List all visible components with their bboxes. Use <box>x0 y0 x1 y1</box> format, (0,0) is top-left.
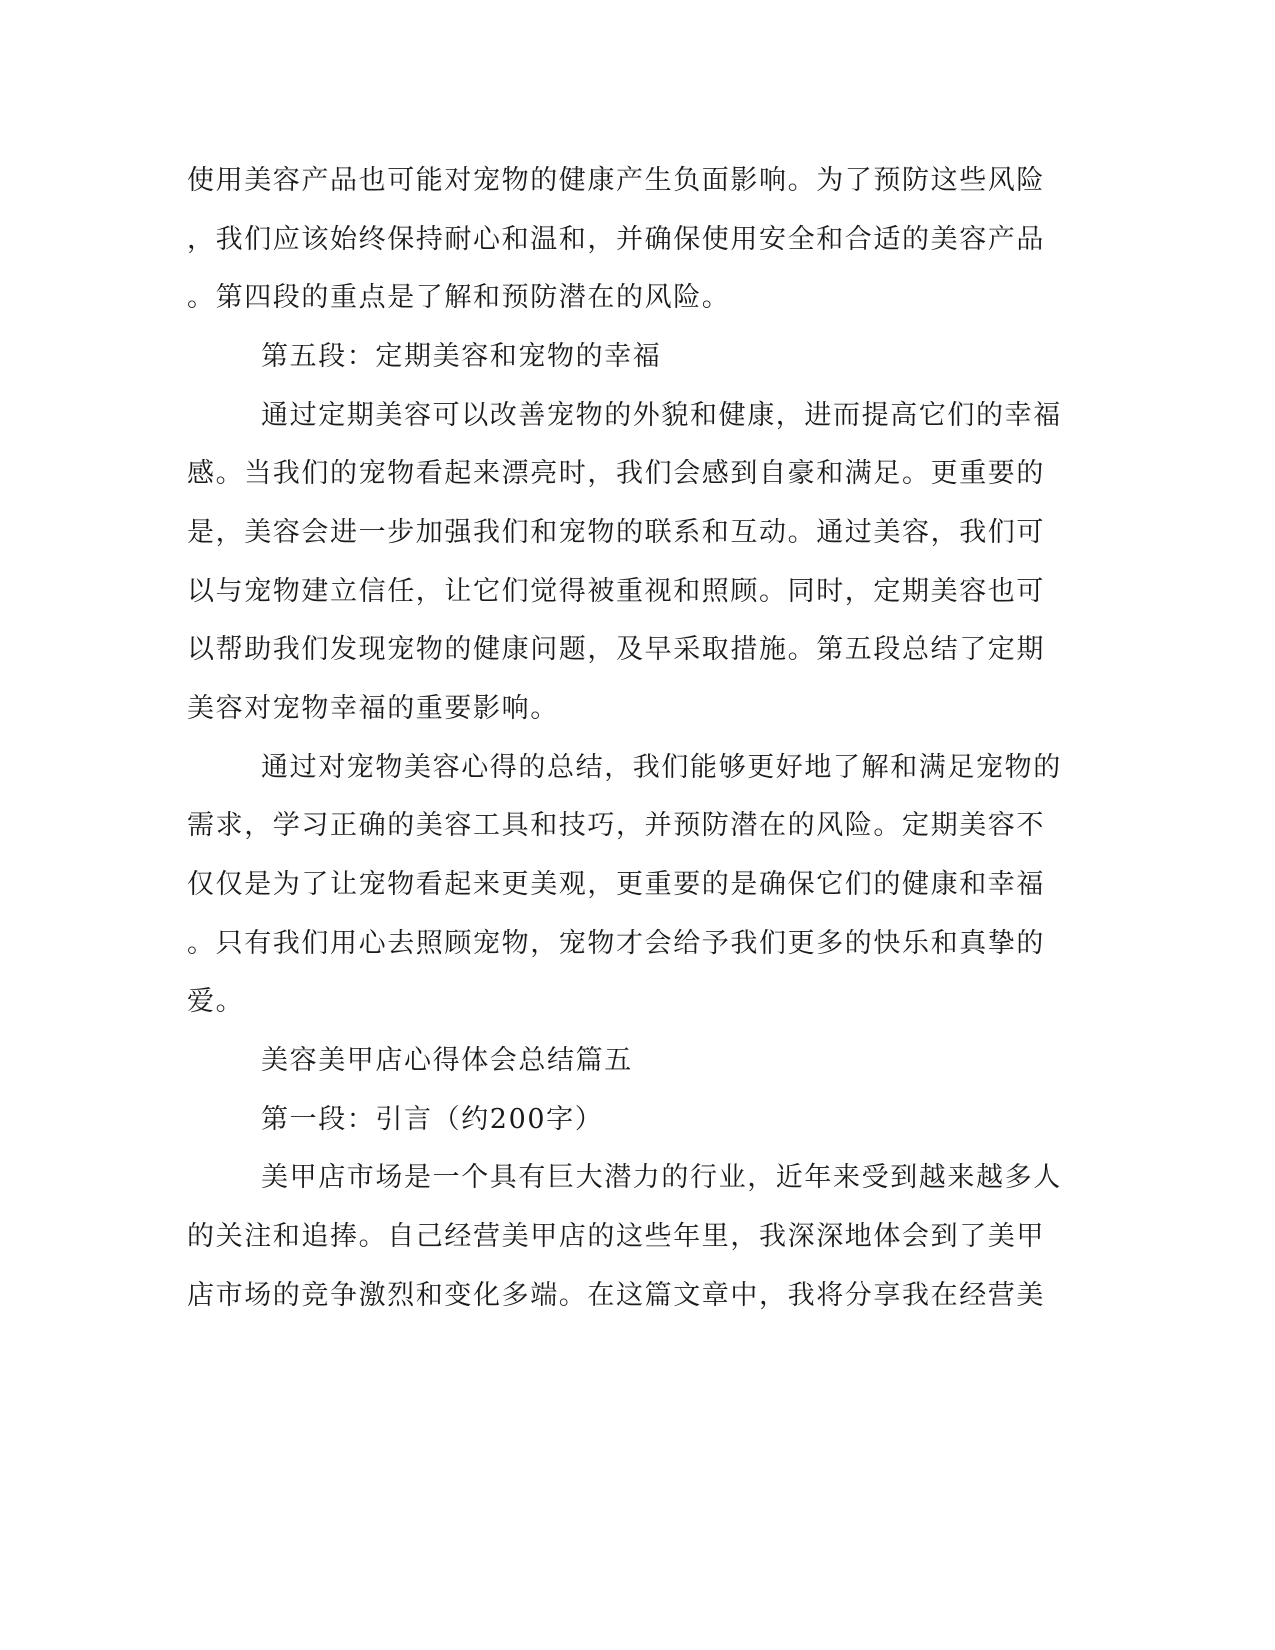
paragraph-5-line-1: 通过定期美容可以改善宠物的外貌和健康，进而提高它们的幸福 <box>261 400 1062 431</box>
paragraph-5-line-3: 是，美容会进一步加强我们和宠物的联系和互动。通过美容，我们可 <box>187 517 1045 548</box>
conclusion-line-1: 通过对宠物美容心得的总结，我们能够更好地了解和满足宠物的 <box>261 752 1062 783</box>
conclusion-line-2: 需求，学习正确的美容工具和技巧，并预防潜在的风险。定期美容不 <box>187 810 1045 841</box>
section-1-heading: 第一段：引言（约200字） <box>261 1104 604 1135</box>
article-title: 美容美甲店心得体会总结篇五 <box>261 1045 633 1076</box>
paragraph-5-line-4: 以与宠物建立信任，让它们觉得被重视和照顾。同时，定期美容也可 <box>187 576 1045 607</box>
paragraph-5-line-2: 感。当我们的宠物看起来漂亮时，我们会感到自豪和满足。更重要的 <box>187 458 1045 489</box>
intro-line-2: 的关注和追捧。自己经营美甲店的这些年里，我深深地体会到了美甲 <box>187 1221 1045 1252</box>
paragraph-4-line-2: ，我们应该始终保持耐心和温和，并确保使用安全和合适的美容产品 <box>187 224 1045 255</box>
conclusion-line-5: 爱。 <box>187 986 245 1017</box>
paragraph-4-line-1: 使用美容产品也可能对宠物的健康产生负面影响。为了预防这些风险 <box>187 165 1045 196</box>
paragraph-5-line-6: 美容对宠物幸福的重要影响。 <box>187 693 559 724</box>
conclusion-line-4: 。只有我们用心去照顾宠物，宠物才会给予我们更多的快乐和真挚的 <box>187 928 1045 959</box>
section-5-heading: 第五段：定期美容和宠物的幸福 <box>261 341 662 372</box>
intro-line-1: 美甲店市场是一个具有巨大潜力的行业，近年来受到越来越多人 <box>261 1162 1062 1193</box>
paragraph-4-line-3: 。第四段的重点是了解和预防潜在的风险。 <box>187 282 731 313</box>
conclusion-line-3: 仅仅是为了让宠物看起来更美观，更重要的是确保它们的健康和幸福 <box>187 869 1045 900</box>
paragraph-5-line-5: 以帮助我们发现宠物的健康问题，及早采取措施。第五段总结了定期 <box>187 634 1045 665</box>
intro-line-3: 店市场的竞争激烈和变化多端。在这篇文章中，我将分享我在经营美 <box>187 1280 1045 1311</box>
